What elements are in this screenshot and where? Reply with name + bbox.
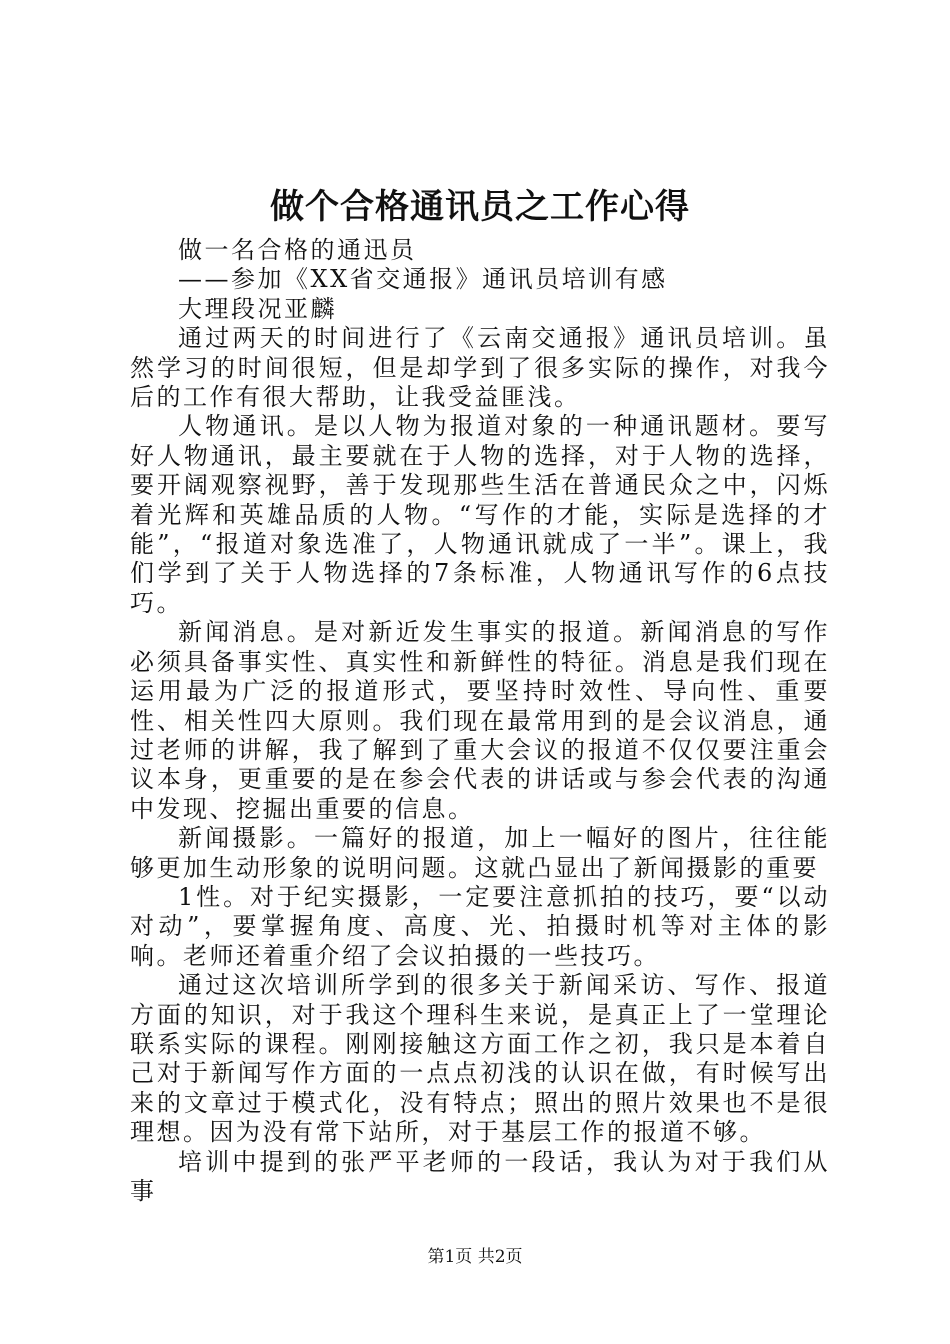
paragraph-training-summary: 通过这次培训所学到的很多关于新闻采访、写作、报道方面的知识，对于我这个理科生来说，是真正上了一堂理论联系实际的课程。刚刚接触这方面工作之初，我只是本着自己对于新闻写作方面的一点点初浅的认识在做，有时候写出来的文章过于模式化，没有特点；照出的照片效果也不是很理想。因为没有常下站所，对于基层工作的报道不够。 [130, 971, 830, 1147]
paragraph-character-report: 人物通讯。是以人物为报道对象的一种通讯题材。要写好人物通讯，最主要就在于人物的选择，对于人物的选择，要开阔观察视野，善于发现那些生活在普通民众之中，闪烁着光辉和英雄品质的人物。“写作的才能，实际是选择的才能”，“报道对象选准了，人物通讯就成了一半”。课上，我们学到了关于人物选择的7条标准，人物通讯写作的6点技巧。 [130, 412, 830, 617]
paragraph-photography-cont: 1性。对于纪实摄影，一定要注意抓拍的技巧，要“以动对动”，要掌握角度、高度、光、拍摄时机等对主体的影响。老师还着重介绍了会议拍摄的一些技巧。 [130, 882, 830, 970]
subtitle-note: ——参加《XX省交通报》通讯员培训有感 [178, 265, 668, 294]
paragraph-news-message: 新闻消息。是对新近发生事实的报道。新闻消息的写作必须具备事实性、真实性和新鲜性的特征。消息是我们现在运用最为广泛的报道形式，要坚持时效性、导向性、重要性、相关性四大原则。我们现在最常用到的是会议消息，通过老师的讲解，我了解到了重大会议的报道不仅仅要注重会议本身，更重要的是在参会代表的讲话或与参会代表的沟通中发现、挖掘出重要的信息。 [130, 618, 830, 823]
document-page [130, 178, 830, 1206]
author-line: 大理段况亚麟 [178, 294, 337, 323]
paragraph-intro: 通过两天的时间进行了《云南交通报》通讯员培训。虽然学习的时间很短，但是却学到了很多实际的操作，对我今后的工作有很大帮助，让我受益匪浅。 [130, 324, 830, 412]
paragraph-news-photography: 新闻摄影。一篇好的报道，加上一幅好的图片，往往能够更加生动形象的说明问题。这就凸显出了新闻摄影的重要 [130, 824, 830, 882]
subtitle: 做一名合格的通迅员 [178, 236, 417, 264]
page-footer: 第1页 共2页 [427, 1247, 523, 1267]
paragraph-closing: 培训中提到的张严平老师的一段话，我认为对于我们从事 [130, 1147, 830, 1205]
document-title: 做个合格通讯员之工作心得 [270, 187, 690, 227]
